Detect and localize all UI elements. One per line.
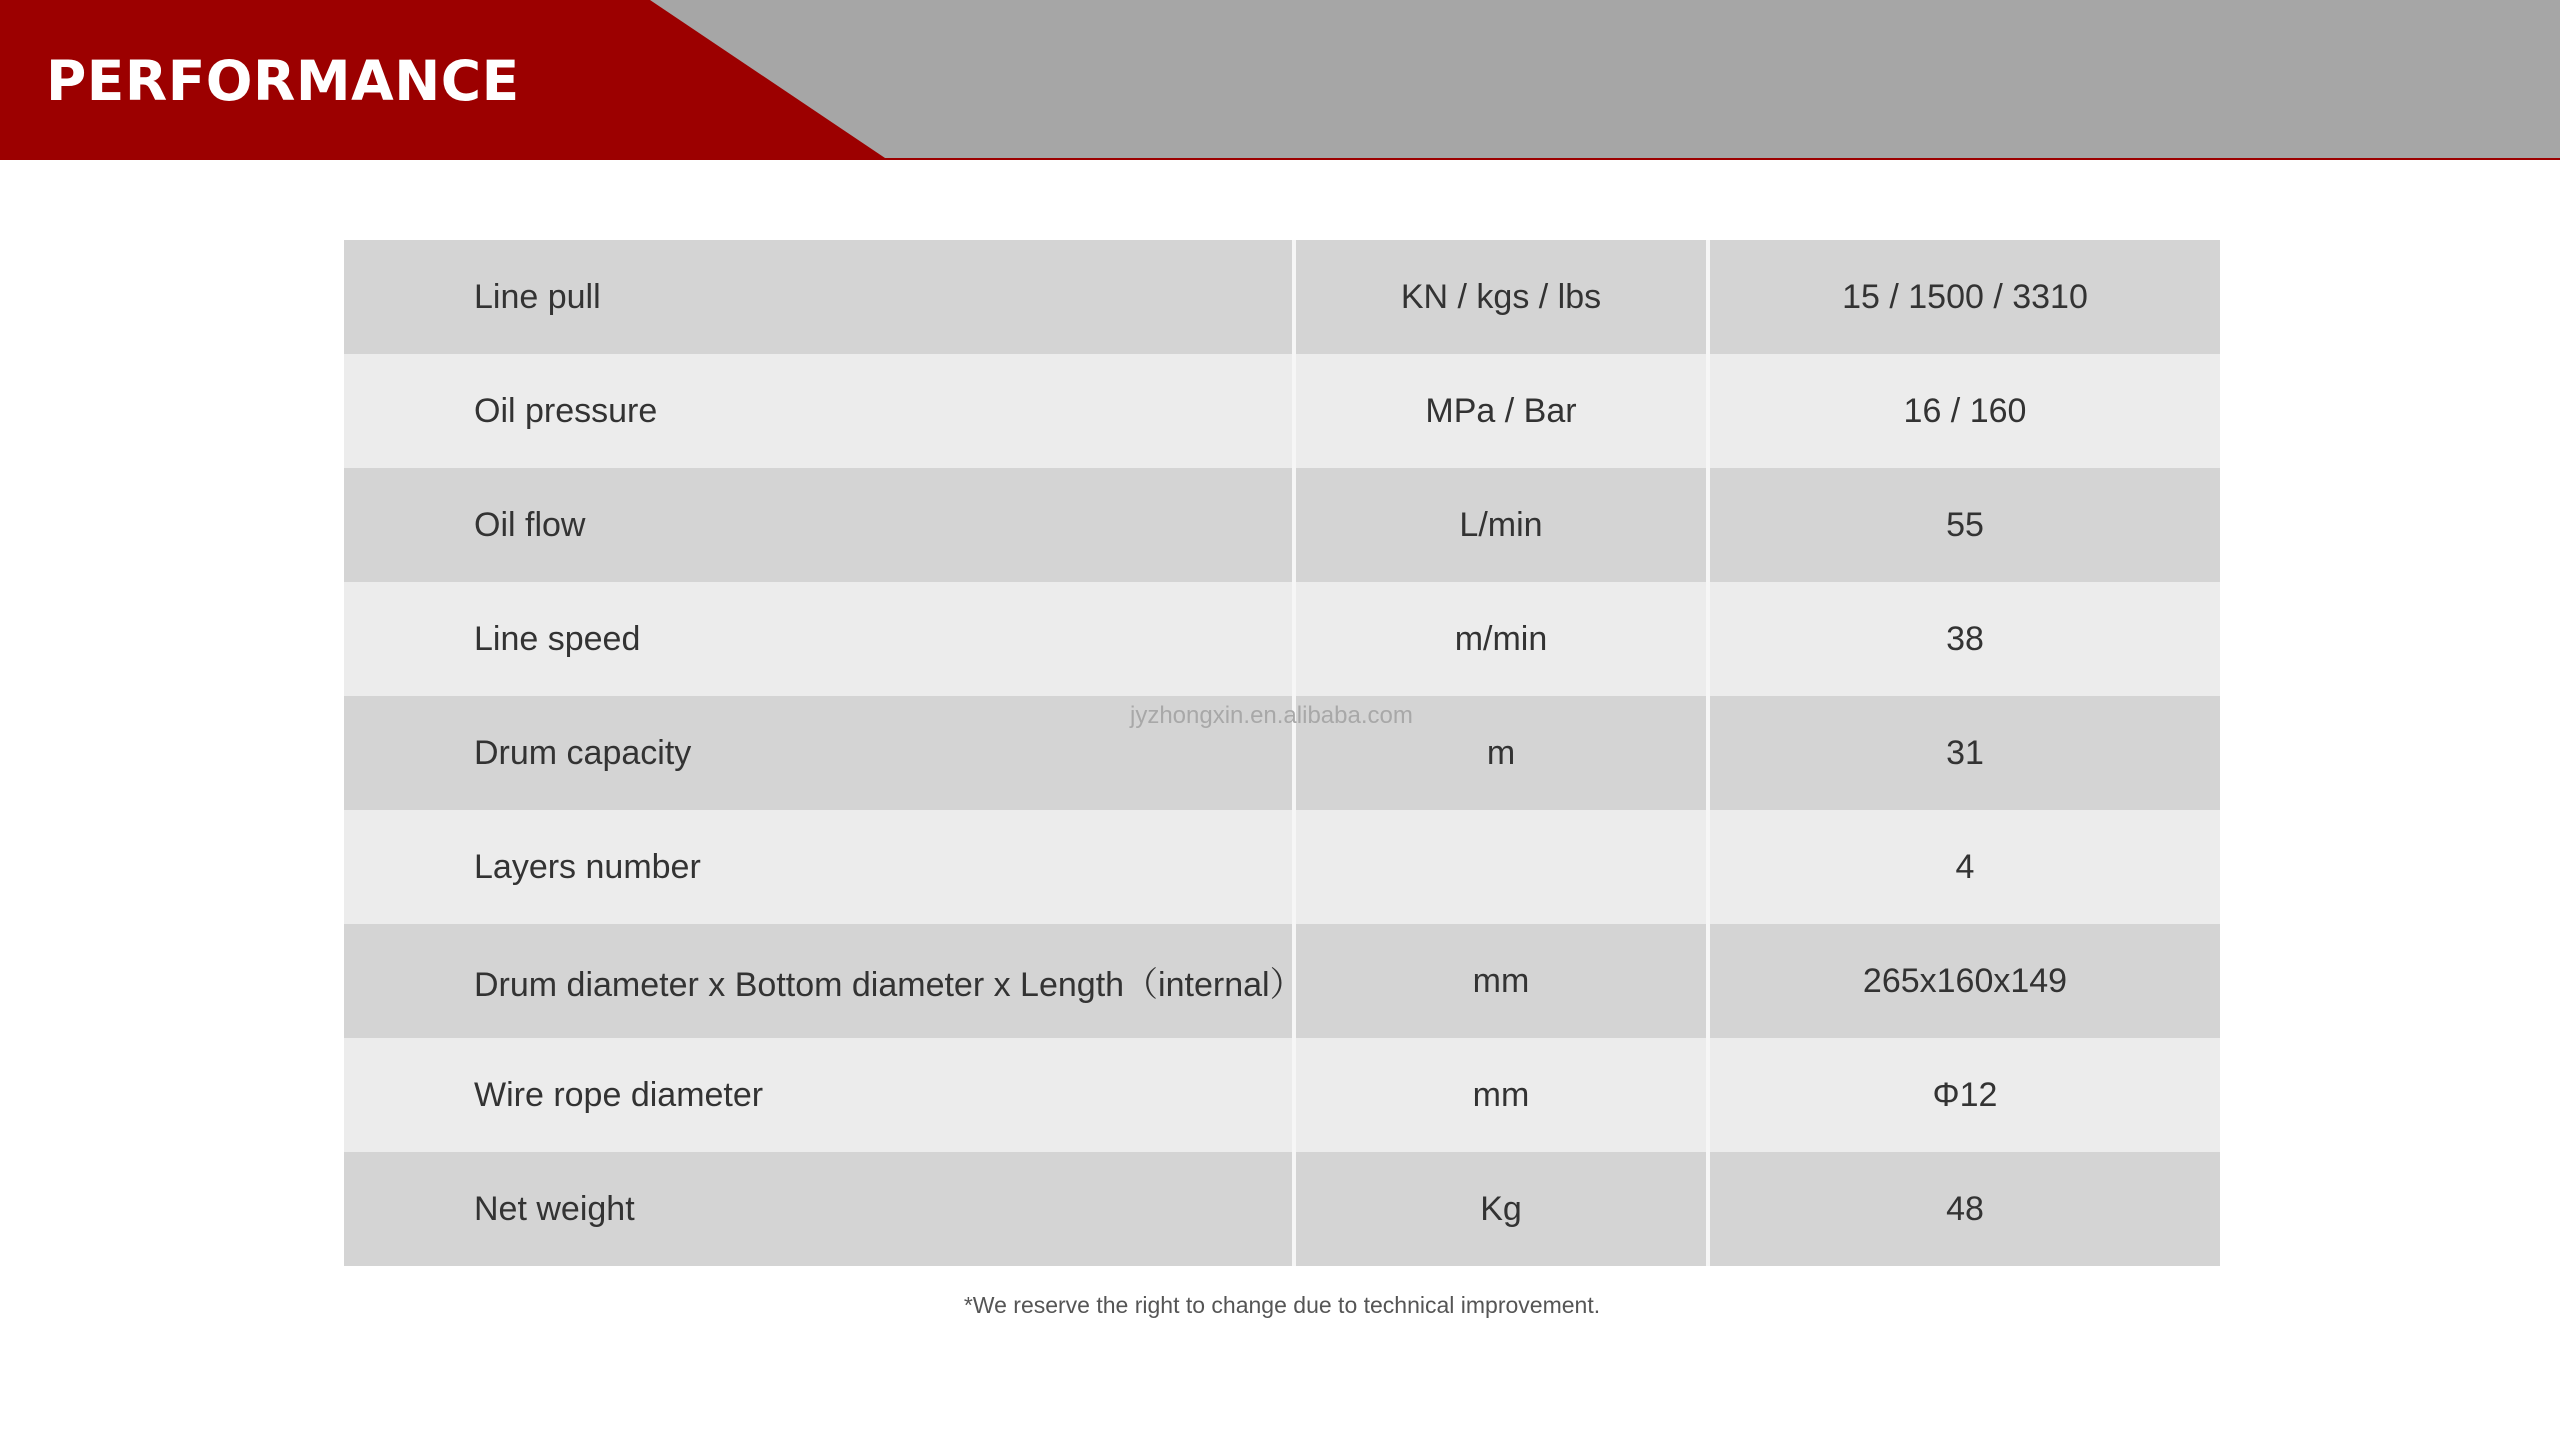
performance-spec-table (344, 240, 2220, 1266)
spec-value: 55 (1708, 468, 2220, 582)
table-row (344, 924, 2220, 1038)
spec-parameter: Line speed (344, 582, 1294, 696)
footnote: *We reserve the right to change due to technical improvement. (963, 1292, 1601, 1318)
spec-unit: mm (1294, 1038, 1708, 1152)
spec-value: 4 (1708, 810, 2220, 924)
spec-value: Φ12 (1708, 1038, 2220, 1152)
spec-value: 265x160x149 (1708, 924, 2220, 1038)
spec-parameter: Drum capacity (344, 696, 1294, 810)
table-row (344, 354, 2220, 468)
table-row (344, 240, 2220, 354)
spec-parameter: Wire rope diameter (344, 1038, 1294, 1152)
table-row (344, 582, 2220, 696)
spec-value: 16 / 160 (1708, 354, 2220, 468)
spec-parameter: Oil flow (344, 468, 1294, 582)
spec-unit: KN / kgs / lbs (1294, 240, 1708, 354)
spec-value: 31 (1708, 696, 2220, 810)
spec-parameter: Drum diameter x Bottom diameter x Length（internal） (344, 924, 1294, 1038)
spec-unit (1294, 810, 1708, 924)
table-row (344, 468, 2220, 582)
table-row (344, 1038, 2220, 1152)
table-row (344, 810, 2220, 924)
watermark: jyzhongxin.en.alibaba.com (1130, 702, 1413, 729)
header-divider (0, 158, 2560, 160)
spec-parameter: Net weight (344, 1152, 1294, 1266)
spec-value: 15 / 1500 / 3310 (1708, 240, 2220, 354)
spec-parameter: Oil pressure (344, 354, 1294, 468)
spec-unit: MPa / Bar (1294, 354, 1708, 468)
spec-unit: L/min (1294, 468, 1708, 582)
page-title: PERFORMANCE (46, 49, 520, 113)
spec-parameter: Layers number (344, 810, 1294, 924)
page-header (0, 0, 2560, 160)
spec-unit: m (1294, 696, 1708, 810)
spec-unit: Kg (1294, 1152, 1708, 1266)
table-row (344, 1152, 2220, 1266)
spec-unit: mm (1294, 924, 1708, 1038)
spec-unit: m/min (1294, 582, 1708, 696)
spec-value: 38 (1708, 582, 2220, 696)
spec-value: 48 (1708, 1152, 2220, 1266)
spec-parameter: Line pull (344, 240, 1294, 354)
